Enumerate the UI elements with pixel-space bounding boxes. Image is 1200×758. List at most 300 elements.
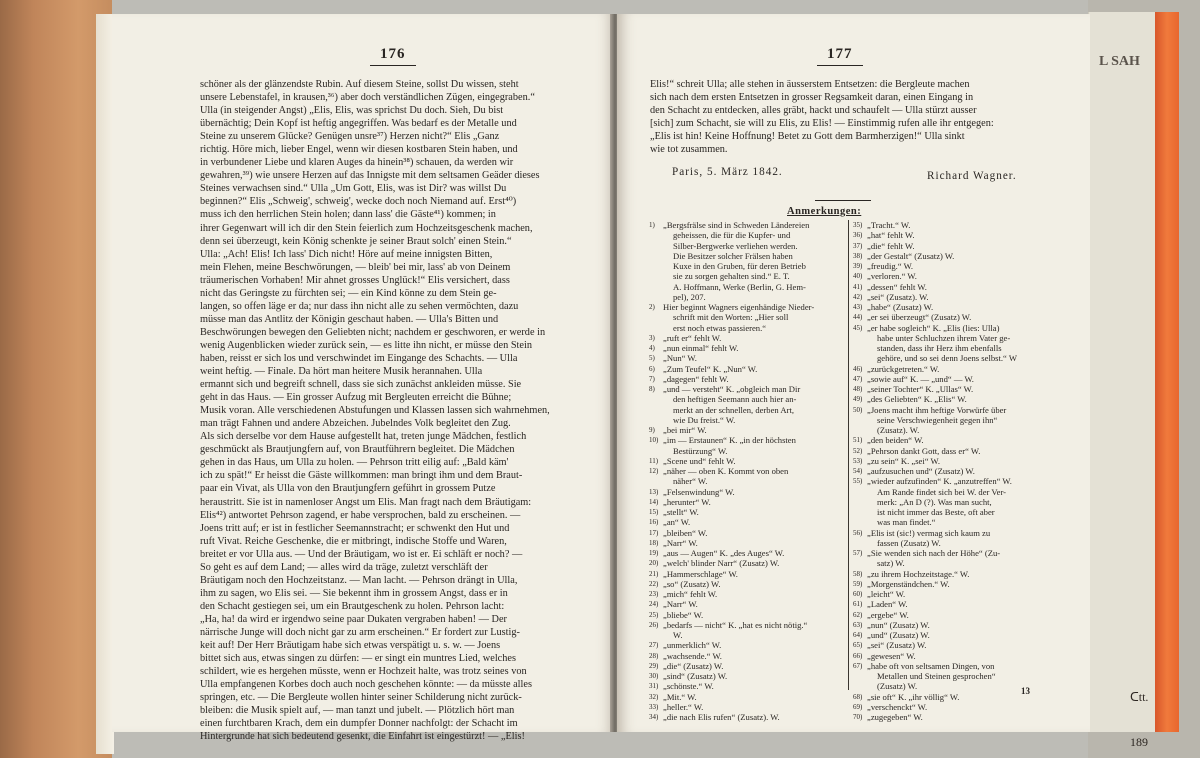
footnote-text: „Bergsfrälse sind in Schweden Ländereien [663, 220, 810, 230]
footnote-number [853, 538, 867, 548]
text-line: ihm zu sagen, wo Elis sei. — Sie bekennt ihm in grossem Angst, dass er in [200, 587, 508, 599]
footnote-line [853, 292, 1053, 302]
footnote-line [853, 517, 1053, 527]
footnote-text: wie Du freist.“ W. [673, 414, 736, 425]
footnote-text: Hier beginnt Wagners eigenhändige Nieder- [663, 302, 815, 312]
footnote-line [853, 405, 1053, 415]
footnote-text: „Sie wenden sich nach der Höhe“ (Zu- [867, 548, 1001, 558]
footnote-line [853, 353, 1053, 363]
footnote-text: „seiner Tochter“ K. „Ullas“ W. [867, 384, 974, 394]
footnote-text: „Elis ist (sic!) vermag sich kaum zu [867, 527, 991, 538]
footnote-text: satz) W. [877, 558, 905, 569]
footnote-text: „schönste.“ W. [663, 681, 714, 692]
footnote-text: seine Verschwiegenheit gegen ihn“ [877, 414, 998, 425]
footnote-text: „Joens macht ihm heftige Vorwürfe über [867, 404, 1007, 415]
footnote-number [649, 312, 663, 322]
footnote-text: „heller.“ W. [663, 701, 704, 712]
footnote-text: „des Geliebten“ K. „Elis“ W. [867, 394, 967, 405]
footnote-number: 67) [853, 661, 863, 670]
footnote-number [649, 405, 663, 415]
footnote-text: merk: „An D (?). Was man sucht, [877, 496, 992, 507]
footnote-line [853, 630, 1053, 640]
page-number-rule [817, 65, 863, 66]
footnote-number: 63) [853, 620, 863, 629]
footnote-line [853, 651, 1053, 661]
footnote-number: 47) [853, 374, 863, 383]
text-line: närrische Junge will doch nicht gar zu arm erscheinen.“ Er fordert zur Lustig- [200, 626, 520, 638]
footnote-line [853, 487, 1053, 497]
footnote-text: „wachsende.“ W. [663, 650, 722, 661]
footnote-line [853, 261, 1053, 271]
text-line: Elis⁴²) antwortet Pehrson zagend, er habe versprochen, bald zu erscheinen. — [200, 509, 521, 521]
footnote-text: „zu sein“ K. „sei“ W. [867, 455, 941, 466]
footnote-number: 65) [853, 641, 863, 650]
notes-column-divider [848, 220, 849, 690]
footnote-number: 35) [853, 221, 863, 229]
footnote-number: 28) [649, 651, 659, 660]
footnote-number: 37) [853, 241, 863, 250]
footnote-line [649, 661, 845, 671]
footnote-text: pel), 207. [673, 291, 706, 302]
footnote-text: „die“ fehlt W. [867, 240, 915, 251]
footnote-line [853, 497, 1053, 507]
footnote-text: Bestürzung“ W. [673, 445, 728, 456]
footnote-number: 59) [853, 579, 863, 588]
footnote-number: 56) [853, 528, 863, 537]
book-cover-left [0, 0, 112, 758]
footnote-number: 36) [853, 231, 863, 240]
footnote-number: 57) [853, 549, 863, 557]
text-line: Elis!“ schreit Ulla; alle stehen in äusserstem Entsetzen: die Bergleute machen [650, 79, 970, 90]
footnote-text: „Zum Teufel“ K. „Nun“ W. [663, 363, 758, 374]
footnote-text: „stellt“ W. [663, 507, 699, 517]
footnote-line [853, 282, 1053, 292]
footnote-number [649, 630, 663, 640]
text-line: richtig. Höre mich, lieber Engel, wenn wir diesen kostbaren Stein haben, und [200, 144, 518, 156]
footnote-number: 52) [853, 446, 863, 455]
footnote-text: „herunter“ W. [663, 496, 711, 507]
footnote-line [853, 384, 1053, 394]
footnote-line [649, 538, 845, 548]
footnote-line [649, 681, 845, 691]
footnote-line [853, 456, 1053, 466]
footnote-text: „die nach Elis rufen“ (Zusatz). W. [663, 712, 780, 722]
footnote-line [649, 558, 845, 568]
footnote-line [853, 333, 1053, 343]
footnote-number: 20) [649, 559, 659, 568]
footnote-number [649, 282, 663, 292]
footnote-text: „an“ W. [663, 517, 691, 528]
footnote-text: „der Gestalt“ (Zusatz) W. [867, 250, 955, 261]
text-line: einen furchtbaren Krach, dem ein dumpfer Donner nachfolgt: der Schacht im [200, 718, 518, 730]
text-line: übernächtig; Dein Kopf ist heftig angegriffen. Was bedarf es der Metalle und [200, 118, 517, 130]
footnote-text: „mich“ fehlt W. [663, 589, 718, 599]
footnote-line [649, 353, 845, 363]
footnote-text: „die“ (Zusatz) W. [663, 660, 724, 671]
footnote-number: 23) [649, 590, 659, 598]
footnote-text: „sei“ (Zusatz) W. [867, 640, 927, 651]
footnote-line [853, 661, 1053, 671]
text-line: breitet er vor Ulla aus. — Und der Bräutigam, wo ist er. Ei schläft er noch? — [200, 548, 523, 560]
text-line: Musik voran. Alle verschiedenen Abstufungen und Klassen lassen sich wahrnehmen, [200, 405, 550, 417]
text-line: paar ein Vivat, als Ulla von den Brautjungfern geführt in grossem Putze [200, 483, 496, 495]
footnote-text: schrift mit den Worten: „Hier soll [673, 312, 789, 323]
footnote-line [649, 230, 845, 240]
footnote-text: „Laden“ W. [867, 599, 908, 610]
footnote-number: 45) [853, 323, 863, 332]
text-line: „Ha, ha! da wird er irgendwo seine paar Dukaten vergraben haben! — Der [200, 613, 507, 625]
text-line: bleiben: die Musik spielt auf, — man tanzt und jubelt. — Plötzlich hört man [200, 705, 515, 717]
footnote-line [853, 446, 1053, 456]
footnote-text: Kuxe in den Gruben, für deren Betrieb [673, 261, 806, 271]
footnote-line [649, 497, 845, 507]
footnote-line [649, 415, 845, 425]
footnote-text: „zugegeben“ W. [867, 712, 923, 722]
text-line: träumerischen Vorhaben! Mir ahnet grosses Unglück!“ Elis versichert, dass [200, 274, 510, 286]
footnote-number: 29) [649, 661, 659, 670]
footnote-text: „leicht“ W. [867, 589, 906, 599]
footnote-line [853, 558, 1053, 568]
footnote-number: 24) [649, 600, 659, 609]
text-line: den Schacht zu entdecken, alles gräbt, hackt und schaufelt — Ulla stürzt ausser [650, 105, 977, 117]
footnote-number: 11) [649, 456, 659, 465]
footnote-number: 10) [649, 436, 659, 445]
footnote-text: „sei“ (Zusatz). W. [867, 291, 929, 302]
footnote-number: 7) [649, 374, 655, 383]
footnote-number [853, 487, 867, 497]
footnote-line [649, 640, 845, 650]
footnote-number: 64) [853, 631, 863, 639]
footnote-number: 4) [649, 344, 655, 352]
footnote-line [649, 548, 845, 558]
text-line: Hintergrunde hat sich bedeutend gesenkt, die Einfahrt ist eingestürzt! — „Elis! [200, 731, 525, 743]
footnote-number: 44) [853, 313, 863, 322]
footnote-line [853, 466, 1053, 476]
footnote-number: 6) [649, 364, 655, 373]
footnote-number: 26) [649, 620, 659, 629]
text-line: denn sei überzeugt, kein König schenkte je seiner Braut solch' einen Stein.“ [200, 235, 512, 247]
text-line: langen, so offen läge er da; nur dass ihn nicht alle zu sehen vermöchten, dazu [200, 300, 519, 312]
footnote-line [649, 425, 845, 435]
footnote-number: 69) [853, 702, 863, 711]
footnote-line [853, 312, 1053, 322]
right-page [617, 14, 1090, 732]
text-line: Bräutigam noch den Hochzeitstanz. — Man lacht. — Pehrson drängt in Ulla, [200, 574, 518, 586]
footnote-line [649, 364, 845, 374]
footnote-line [649, 692, 845, 702]
footnote-number: 31) [649, 682, 659, 691]
text-line: sich nach dem ersten Entsetzen in grosser Regsamkeit daran, einen Eingang in [650, 92, 974, 104]
text-line: wie tot zusammen. [650, 144, 728, 156]
footnote-text: „und“ (Zusatz) W. [867, 630, 930, 640]
footnote-number: 43) [853, 303, 863, 311]
footnote-text: „bei mir“ W. [663, 425, 707, 435]
footnote-number [853, 507, 867, 517]
footnote-text: „aufzusuchen und“ (Zusatz) W. [867, 466, 975, 476]
footnote-number: 15) [649, 508, 659, 516]
text-line: muss ich den herrlichen Stein holen; dann lass' die Gäste⁴¹) kommen; in [200, 209, 496, 221]
footnote-line [649, 394, 845, 404]
footnote-text: „hat“ fehlt W. [867, 230, 915, 241]
handwritten-number: 189 [1130, 735, 1148, 749]
footnote-text: sie zu sorgen gehalten sind.“ E. T. [673, 271, 790, 282]
text-line: So geht es auf dem Land; — alles wird da träge, zuletzt verschläft der [200, 561, 488, 573]
footnote-line [649, 405, 845, 415]
text-line: bittet sich aus, etwas singen zu dürfen: — er singt ein muntres Lied, welches [200, 653, 516, 665]
footnote-number: 17) [649, 528, 659, 537]
footnote-number: 41) [853, 282, 863, 291]
footnote-number [853, 353, 867, 363]
text-line: man trägt Fahnen und andere Abzeichen. Jubelndes Volk begleitet den Zug. [200, 418, 511, 430]
footnote-text: erst noch etwas passieren.“ [673, 322, 767, 333]
footnote-number: 9) [649, 426, 655, 434]
text-line: geschmückt als Brautjungfern auf, von Brautführern begleitet. Die Mädchen [200, 444, 515, 456]
footnote-text: ist nicht immer das Beste, oft aber [877, 507, 995, 517]
footnote-number: 13) [649, 487, 659, 496]
footnote-text: „Mit.“ W. [663, 691, 697, 702]
footnote-line [853, 620, 1053, 630]
footnote-line [649, 528, 845, 538]
footnote-number: 42) [853, 292, 863, 301]
footnote-line [649, 282, 845, 292]
footnote-line [853, 271, 1053, 281]
footnote-number: 40) [853, 272, 863, 281]
footnote-number: 27) [649, 641, 659, 650]
footnote-line [853, 569, 1053, 579]
footnote-line [853, 374, 1053, 384]
footnote-line [853, 241, 1053, 251]
separator-rule [815, 200, 871, 201]
text-line: nicht das Geringste zu fürchten sei; — ein Kind könne zu dem Stein ge- [200, 287, 497, 299]
footnote-line [649, 220, 845, 230]
footnote-line [649, 507, 845, 517]
footnote-line [649, 466, 845, 476]
footnote-line [853, 394, 1053, 404]
footnote-text: fassen (Zusatz) W. [877, 537, 941, 548]
footnote-text: „welch' blinder Narr“ (Zusatz) W. [663, 558, 780, 569]
footnote-number: 19) [649, 549, 659, 557]
footnote-number: 54) [853, 467, 863, 475]
footnote-line [649, 384, 845, 394]
footnote-number: 61) [853, 600, 863, 609]
footnote-text: Am Rande findet sich bei W. der Ver- [877, 486, 1007, 497]
footnote-number: 49) [853, 395, 863, 404]
footnote-text: was man findet.“ [877, 517, 936, 528]
text-line: Ulla empfangenen Korbes doch auch noch geschehen könnte: — da müsste alles [200, 679, 532, 691]
footnote-line [853, 640, 1053, 650]
footnote-text: „bedarfs — nicht“ K. „hat es nicht nötig.“ [663, 619, 808, 630]
footnote-number [649, 261, 663, 271]
footnote-line [649, 435, 845, 445]
footnote-number: 21) [649, 569, 659, 578]
footnote-text: „verloren.“ W. [867, 271, 917, 282]
footnote-number [649, 292, 663, 302]
footnote-text: Metallen und Steinen gesprochen“ [877, 671, 996, 681]
footnote-text: „sie oft“ K. „ihr völlig“ W. [867, 691, 960, 702]
footnote-text: „sowie auf“ K. — „und“ — W. [867, 373, 974, 384]
text-line: schöner als der glänzendste Rubin. Auf diesem Steine, sollst Du wissen, steht [200, 79, 519, 90]
footnote-text: „den beiden“ W. [867, 435, 924, 446]
footnote-text: „und — versteht“ K. „obgleich man Dir [663, 384, 801, 394]
footnote-text: „Felsenwindung“ W. [663, 486, 735, 497]
footnote-number [649, 241, 663, 251]
notes-column-right [853, 220, 1053, 722]
footnote-line [853, 230, 1053, 240]
footnote-line [853, 323, 1053, 333]
text-line: ruft Vivat. Reiche Geschenke, die er mitbringt, indische Stoffe und Waren, [200, 535, 507, 547]
text-line: in verbundener Liebe und klaren Auges da hinein³⁸) schauen, da werden wir [200, 157, 514, 169]
footnote-number [649, 251, 663, 261]
footnote-text: (Zusatz) W. [877, 681, 918, 692]
text-line: den Schacht gestiegen sei, um ein Brautgeschenk zu holen. Pehrson lacht: [200, 600, 505, 612]
text-line: Joens tritt auf; er ist in festlicher Seemannstracht; er schwenkt den Hut und [200, 522, 510, 534]
footnote-number [649, 271, 663, 281]
footnote-text: „Hammerschlage“ W. [663, 568, 738, 579]
footnote-number: 22) [649, 579, 659, 588]
footnote-line [649, 487, 845, 497]
footnote-text: (Zusatz). W. [877, 425, 920, 435]
footnote-number [853, 681, 867, 691]
footnote-text: „Scene und“ fehlt W. [663, 455, 736, 466]
footnote-text: „freudig.“ W. [867, 261, 914, 271]
footnote-number: 2) [649, 303, 655, 311]
footnote-line [853, 528, 1053, 538]
footnote-line [853, 302, 1053, 312]
footnote-line [649, 323, 845, 333]
footnote-line [853, 599, 1053, 609]
footnote-text: „dessen“ fehlt W. [867, 281, 927, 292]
footnote-number: 5) [649, 354, 655, 363]
text-line: ermannt sich und begreift schnell, dass sie sich zunächst ankleiden müsse. Sie [200, 379, 522, 391]
footnote-text: W. [673, 630, 683, 640]
footnote-line [853, 548, 1053, 558]
footnote-line [649, 651, 845, 661]
footnote-line [853, 538, 1053, 548]
footnote-line [649, 517, 845, 527]
text-line: weint heftig. — Finale. Da hört man heitere Musik herannahen. Ulla [200, 366, 483, 378]
footnote-text: „ruft er“ fehlt W. [663, 332, 722, 343]
footnote-line [853, 220, 1053, 230]
footnote-line [853, 415, 1053, 425]
text-line: Als sich derselbe vor dem Hause aufgestellt hat, treten junge Mädchen, festlich [200, 431, 527, 443]
footnote-text: „Pehrson dankt Gott, dass er“ W. [867, 445, 981, 456]
footnote-line [649, 610, 845, 620]
text-line: Steines verwachsen sind.“ Ulla „Um Gott, Elis, was ist Dir? was willst Du [200, 183, 507, 195]
footnote-text: den heftigen Seemann auch hier an- [673, 394, 797, 405]
footnote-text: „Narr“ W. [663, 599, 698, 610]
text-line: schildert, wie es hergehen müsste, wenn er Hochzeit halte, was trotz seines von [200, 666, 527, 678]
page-number: 176 [380, 46, 406, 62]
footnote-line [649, 251, 845, 261]
footnote-line [649, 712, 845, 722]
footnote-line [649, 241, 845, 251]
footnote-number [853, 497, 867, 507]
text-line: gehen in das Haus, um Ulla zu holen. — Pehrson tritt eilig auf: „Bald käm' [200, 457, 509, 469]
footnote-line [853, 579, 1053, 589]
footnote-line [649, 271, 845, 281]
footnote-number [649, 323, 663, 333]
footnote-number [853, 333, 867, 343]
footnote-text: „Morgenständchen.“ W. [867, 578, 950, 589]
footnote-text: „ergebe“ W. [867, 609, 909, 620]
footnote-number [649, 394, 663, 404]
text-line: heraustritt. Sie ist in namenloser Angst um Elis. Man fragt nach dem Bräutigam: [200, 496, 532, 508]
footnote-text: „habe“ (Zusatz) W. [867, 302, 934, 312]
footnote-line [649, 446, 845, 456]
footnote-line [853, 364, 1053, 374]
footnote-text: „er habe sogleich“ K. „Elis (lies: Ulla) [867, 322, 1000, 333]
footnote-line [853, 425, 1053, 435]
footnote-number: 51) [853, 436, 863, 445]
left-page-body [200, 78, 584, 743]
footnote-number: 39) [853, 262, 863, 270]
notes-column-left [649, 220, 845, 722]
footnote-number [853, 517, 867, 527]
footnote-text: näher“ W. [673, 476, 708, 487]
footnote-line [649, 456, 845, 466]
text-line: mein Flehen, meine Beschwörungen, — bleib' bei mir, lass' ab von Deinem [200, 261, 511, 273]
text-line: springen, etc. — Die Bergleute wollen hinter seiner Schilderung nicht zurück- [200, 692, 522, 704]
footnote-text: „zu ihrem Hochzeitstage.“ W. [867, 568, 970, 579]
footnote-line [649, 579, 845, 589]
text-line: Ulla: „Ach! Elis! Ich lass' Dich nicht! Höre auf meine innigsten Bitten, [200, 248, 493, 260]
footnote-number [853, 425, 867, 435]
footnote-text: „sind“ (Zusatz) W. [663, 671, 728, 681]
text-line: Beschwörungen bewegen den Geliebten nicht; nachdem er geschworen, er werde in [200, 326, 546, 338]
footnote-text: „wieder aufzufinden“ K. „anzutreffen“ W. [867, 476, 1012, 487]
footnote-line [853, 671, 1053, 681]
footnote-text: „im — Erstaunen“ K. „in der höchsten [663, 435, 796, 446]
footnote-line [853, 476, 1053, 486]
footnote-text: „Tracht.“ W. [867, 220, 911, 230]
footnote-number: 1) [649, 221, 655, 229]
text-line: „Elis ist hin! Keine Hoffnung! Betet zu Gott dem Barmherzigen!“ Ulla sinkt [650, 131, 965, 143]
text-line: müsse man das Antlitz der Königin geschaut haben. — Ulla's Bitten und [200, 313, 499, 325]
footnote-line [853, 343, 1053, 353]
text-line: haben, reisst er sich los und verschwindet im Eingange des Schachts. — Ulla [200, 352, 518, 364]
footnote-line [649, 261, 845, 271]
footnote-line [853, 251, 1053, 261]
footnote-number: 3) [649, 333, 655, 342]
footnote-text: „aus — Augen“ K. „des Auges“ W. [663, 548, 785, 558]
footnote-number: 48) [853, 385, 863, 393]
footnote-text: „näher — oben K. Kommt von oben [663, 466, 789, 476]
adjacent-sheet-text: L SAH [1099, 54, 1140, 69]
footnote-text: A. Hoffmann, Werke (Berlin, G. Hem- [673, 281, 806, 292]
footnote-line [649, 630, 845, 640]
footnote-text: „nun einmal“ fehlt W. [663, 343, 739, 353]
footnote-number: 30) [649, 672, 659, 680]
text-line: geht in das Haus. — Ein grosser Aufzug mit Bergleuten erreicht die Bühne; [200, 392, 512, 404]
footnote-number: 55) [853, 477, 863, 486]
footnote-line [649, 620, 845, 630]
footnote-text: „Nun“ W. [663, 353, 697, 364]
footnote-number [853, 343, 867, 353]
footnote-number: 25) [649, 610, 659, 619]
footnote-number: 14) [649, 497, 659, 506]
signature: Richard Wagner. [927, 170, 1017, 182]
footnote-text: „dagegen“ fehlt W. [663, 373, 729, 384]
page-number: 177 [827, 46, 853, 62]
notes-heading: Anmerkungen: [787, 206, 862, 217]
footnote-number: 32) [649, 692, 659, 701]
footnote-line [649, 589, 845, 599]
text-line: ich zu spät!“ Er heisst die Gäste willkommen: man bringt ihm und dem Braut- [200, 470, 523, 482]
text-line: gewahren,³⁹) wie unsere Herzen auf das Innigste mit dem seltsamen Geäder dieses [200, 170, 540, 182]
footnote-text: merkt an der schnellen, derben Art, [673, 404, 794, 415]
text-line: keit auf! Der Herr Bräutigam habe sich etwas verspätigt u. s. w. — Joens [200, 640, 501, 652]
footnote-line [649, 671, 845, 681]
